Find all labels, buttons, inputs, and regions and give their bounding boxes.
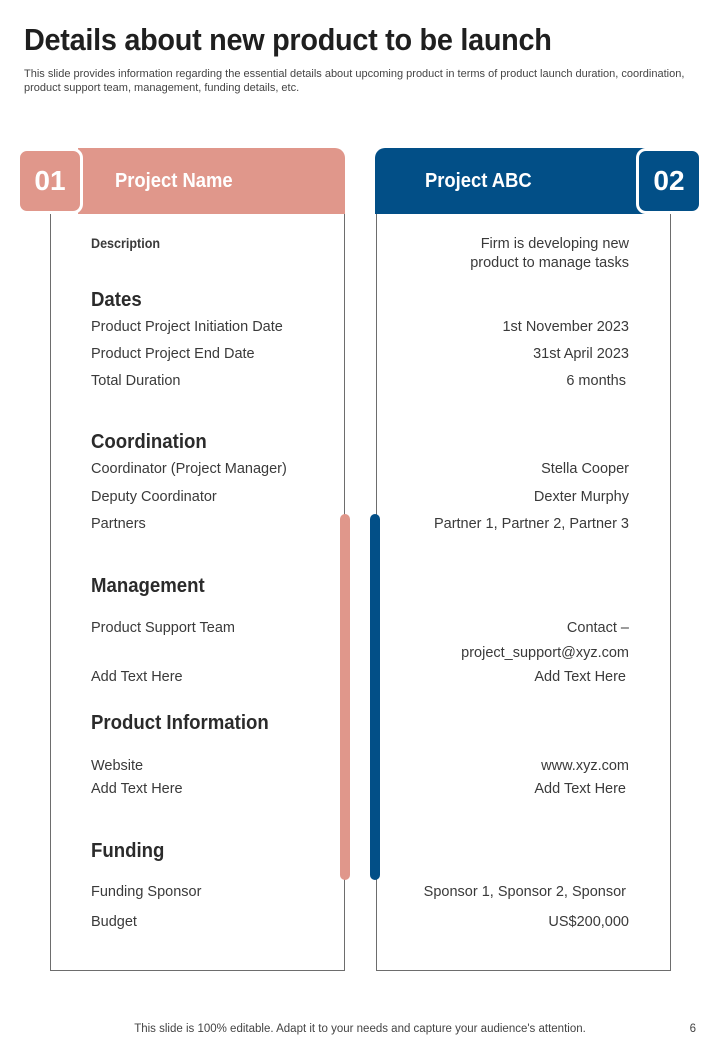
right-accent-bar	[370, 514, 380, 880]
slide-subtitle: This slide provides information regarding the essential details about upcoming product in terms of product launch duration, coordination, product support team, management, funding details, etc.	[24, 68, 685, 94]
description-label: Description	[91, 236, 161, 251]
left-accent-bar	[340, 514, 350, 880]
slide-title: Details about new product to be launch	[24, 22, 552, 57]
row-value: 31st April 2023	[533, 346, 629, 362]
slide-footer: This slide is 100% editable. Adapt it to your needs and capture your audience's attention.	[134, 1023, 586, 1035]
section-title-coordination: Coordination	[91, 431, 207, 453]
row-label: Coordinator (Project Manager)	[91, 461, 287, 477]
section-title-dates: Dates	[91, 289, 142, 311]
row-value: Dexter Murphy	[533, 489, 629, 505]
right-panel	[376, 190, 671, 971]
row-value: www.xyz.com	[541, 758, 629, 774]
row-label: Product Support Team	[91, 620, 236, 636]
row-value: Add Text Here	[534, 781, 626, 797]
row-label: Product Project Initiation Date	[91, 319, 283, 335]
row-value: 6 months	[566, 373, 626, 389]
row-value: Contact –	[566, 620, 629, 636]
row-label: Partners	[91, 516, 146, 532]
row-value-continued: project_support@xyz.com	[461, 645, 629, 661]
row-label: Add Text Here	[91, 669, 183, 685]
description-value: Firm is developing new product to manage tasks	[470, 236, 629, 271]
left-header-label: Project Name	[115, 170, 233, 192]
page-number: 6	[689, 1023, 696, 1035]
row-label: Product Project End Date	[91, 346, 255, 362]
section-title-management: Management	[91, 575, 205, 597]
section-title-product-information: Product Information	[91, 712, 269, 734]
row-label: Website	[91, 758, 144, 774]
row-label: Add Text Here	[91, 781, 183, 797]
row-value: Partner 1, Partner 2, Partner 3	[433, 516, 629, 532]
row-value: Add Text Here	[534, 669, 626, 685]
row-value: Sponsor 1, Sponsor 2, Sponsor	[423, 884, 626, 900]
row-label: Budget	[91, 914, 137, 930]
left-number-badge: 01	[17, 148, 83, 214]
row-label: Deputy Coordinator	[91, 489, 217, 505]
row-label: Funding Sponsor	[91, 884, 202, 900]
row-value: Stella Cooper	[541, 461, 629, 477]
row-label: Total Duration	[91, 373, 181, 389]
row-value: US$200,000	[548, 914, 629, 930]
section-title-funding: Funding	[91, 840, 165, 862]
right-number-badge: 02	[636, 148, 702, 214]
row-value: 1st November 2023	[502, 319, 629, 335]
right-header-label: Project ABC	[425, 170, 532, 192]
